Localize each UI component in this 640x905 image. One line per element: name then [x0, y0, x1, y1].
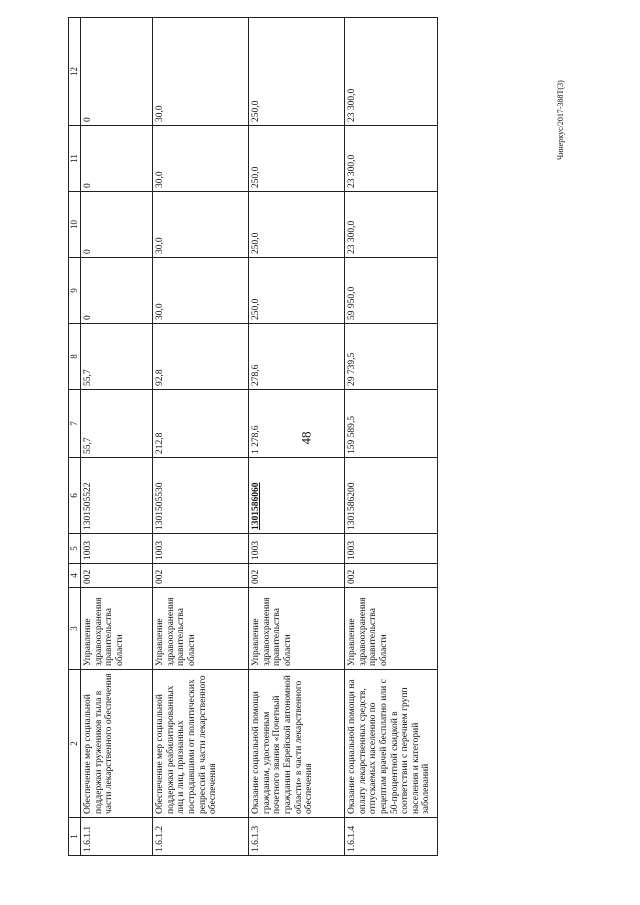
- value-cell: 250,0: [249, 126, 345, 192]
- value-cell: 23 300,0: [345, 126, 438, 192]
- table-row: [345, 18, 438, 856]
- header-cell: 5: [69, 534, 81, 564]
- value-cell: 250,0: [249, 18, 345, 126]
- page-number: 48: [298, 431, 314, 445]
- header-cell: 12: [69, 18, 81, 126]
- executor: Управление здравоохранения правительства области: [249, 588, 345, 670]
- header-cell: 3: [69, 588, 81, 670]
- value-cell: 0: [81, 258, 153, 324]
- header-cell: 2: [69, 670, 81, 818]
- value-cell: 30,0: [153, 18, 249, 126]
- value-cell: 0: [81, 192, 153, 258]
- value-cell: 55,7: [81, 390, 153, 458]
- budget-table-container: [68, 18, 438, 856]
- document-id: Чинеркус/2017-388Т(3): [556, 80, 565, 160]
- value-cell: 59 950,0: [345, 258, 438, 324]
- value-cell: 212,8: [153, 390, 249, 458]
- header-cell: 4: [69, 564, 81, 588]
- header-cell: 9: [69, 258, 81, 324]
- value-cell: 0: [81, 126, 153, 192]
- value-cell: 159 589,5: [345, 390, 438, 458]
- executor: Управление здравоохранения правительства области: [153, 588, 249, 670]
- activity-name: Обеспечение мер социальной поддержки реабилитированных лиц и лиц, признанных пострадавшими от политических репрессий в части лекарственного обеспечения: [153, 670, 249, 818]
- header-cell: 8: [69, 324, 81, 390]
- grbs-code: 002: [153, 564, 249, 588]
- budget-table: [68, 17, 438, 856]
- row-number: 1.6.1.4: [345, 818, 438, 856]
- header-cell: 1: [69, 818, 81, 856]
- row-number: 1.6.1.2: [153, 818, 249, 856]
- section-code: 1003: [153, 534, 249, 564]
- row-number: 1.6.1.3: [249, 818, 345, 856]
- value-cell: 30,0: [153, 126, 249, 192]
- header-cell: 10: [69, 192, 81, 258]
- value-cell: 250,0: [249, 258, 345, 324]
- target-code: 1301505522: [81, 458, 153, 534]
- target-code: 1301505530: [153, 458, 249, 534]
- grbs-code: 002: [81, 564, 153, 588]
- executor: Управление здравоохранения правительства области: [345, 588, 438, 670]
- value-cell: 278,6: [249, 324, 345, 390]
- table-row: [153, 18, 249, 856]
- value-cell: 30,0: [153, 258, 249, 324]
- header-row: [69, 18, 81, 856]
- table-row: [81, 18, 153, 856]
- activity-name: Обеспечение мер социальной поддержки тружеников тыла в части лекарственного обеспечения: [81, 670, 153, 818]
- executor: Управление здравоохранения правительства области: [81, 588, 153, 670]
- header-cell: 11: [69, 126, 81, 192]
- value-cell: 92,8: [153, 324, 249, 390]
- value-cell: 0: [81, 18, 153, 126]
- value-cell: 250,0: [249, 192, 345, 258]
- value-cell: 23 300,0: [345, 18, 438, 126]
- activity-name: Оказание социальной помощи на оплату лекарственных средств, отпускаемых населению по рецептам врачей бесплатно или с 50-процентной скидкой в соответствии с перечнем групп населения и категорий заболеваний: [345, 670, 438, 818]
- header-cell: 7: [69, 390, 81, 458]
- grbs-code: 002: [345, 564, 438, 588]
- table-row: [249, 18, 345, 856]
- target-code: 1301586060: [249, 458, 345, 534]
- section-code: 1003: [345, 534, 438, 564]
- value-cell: 55,7: [81, 324, 153, 390]
- value-cell: 23 300,0: [345, 192, 438, 258]
- section-code: 1003: [249, 534, 345, 564]
- header-cell: 6: [69, 458, 81, 534]
- activity-name: Оказание социальной помощи гражданам, удостоенным почетного звания «Почетный гражданин Еврейской автономной области» в части лекарственного обеспечения: [249, 670, 345, 818]
- grbs-code: 002: [249, 564, 345, 588]
- value-cell: 29 739,5: [345, 324, 438, 390]
- value-cell: 30,0: [153, 192, 249, 258]
- section-code: 1003: [81, 534, 153, 564]
- row-number: 1.6.1.1: [81, 818, 153, 856]
- value-cell: 1 278,6: [249, 390, 345, 458]
- target-code: 1301586200: [345, 458, 438, 534]
